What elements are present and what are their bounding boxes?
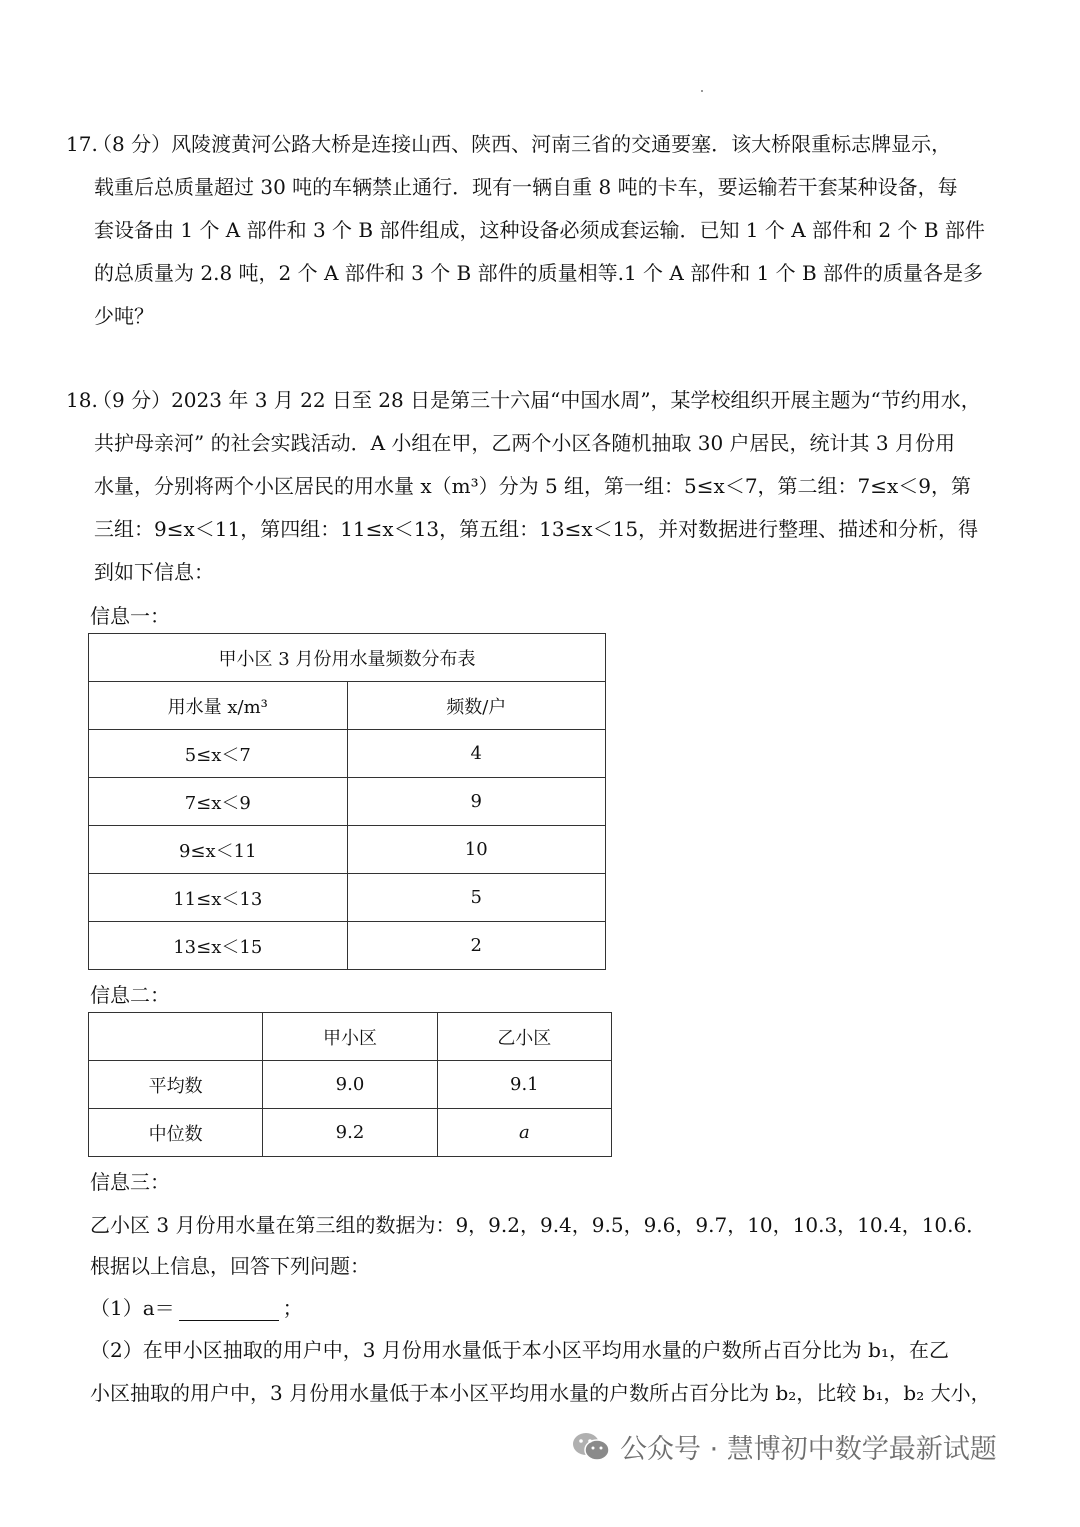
question-18-line-2: 共护母亲河” 的社会实践活动．A 小组在甲，乙两个小区各随机抽取 30 户居民，统计其 3 月份用 (94, 431, 955, 455)
question-17-line-5: 少吨？ (94, 304, 154, 328)
question-number: 17. (66, 132, 98, 156)
part2-line-1: （2）在甲小区抽取的用户中，3 月份用水量低于本小区平均用水量的户数所占百分比为 b₁，在乙 (90, 1338, 949, 1362)
table-header: 频数/户 (347, 682, 605, 730)
prompt-text: 根据以上信息，回答下列问题： (90, 1254, 370, 1278)
question-18-line-5: 到如下信息： (94, 560, 214, 584)
question-18 (66, 379, 1026, 594)
table-header (89, 1013, 263, 1061)
part1-line: （1）a＝ ； (90, 1296, 303, 1320)
part2-line-2: 小区抽取的用户中，3 月份用水量低于本小区平均用水量的户数所占百分比为 b₂，比较 b₁，b₂ 大小， (90, 1381, 991, 1405)
table-row: 13≤x＜15 2 (89, 922, 606, 970)
question-18-line-3: 水量，分别将两个小区居民的用水量 x（m³）分为 5 组，第一组：5≤x＜7，第二组：7≤x＜9，第 (94, 474, 972, 498)
watermark (572, 1427, 997, 1466)
info3-text: 乙小区 3 月份用水量在第三组的数据为：9，9.2，9.4，9.5，9.6，9.7，10，10.3，10.4，10.6． (90, 1213, 987, 1237)
question-18-line-4: 三组：9≤x＜11，第四组：11≤x＜13，第五组：13≤x＜15，并对数据进行整理、描述和分析，得 (94, 517, 979, 541)
table-row: 9≤x＜11 10 (89, 826, 606, 874)
frequency-table (88, 633, 606, 970)
question-17 (66, 123, 1026, 338)
table-row: 中位数 9.2 a (89, 1109, 612, 1157)
table-row: 7≤x＜9 9 (89, 778, 606, 826)
question-17-line-1: 17.（8 分）风陵渡黄河公路大桥是连接山西、陕西、河南三省的交通要塞．该大桥限重标志牌显示， (66, 123, 1026, 166)
question-17-line-4: 的总质量为 2.8 吨，2 个 A 部件和 3 个 B 部件的质量相等.1 个 A 部件和 1 个 B 部件的质量各是多 (94, 261, 984, 285)
answer-blank (179, 1300, 279, 1321)
table-row: 5≤x＜7 4 (89, 730, 606, 778)
question-17-line-3: 套设备由 1 个 A 部件和 3 个 B 部件组成，这种设备必须成套运输．已知 1 个 A 部件和 2 个 B 部件 (94, 218, 985, 242)
decorative-dot (701, 90, 703, 92)
table-row: 平均数 9.0 9.1 (89, 1061, 612, 1109)
info1-label: 信息一： (90, 604, 170, 628)
info2-label: 信息二： (90, 983, 170, 1007)
question-17-line-2: 载重后总质量超过 30 吨的车辆禁止通行．现有一辆自重 8 吨的卡车，要运输若干套某种设备，每 (94, 175, 958, 199)
question-number: 18. (66, 388, 98, 412)
table-header: 甲小区 (263, 1013, 437, 1061)
watermark-text: 公众号 · 慧博初中数学最新试题 (620, 1434, 997, 1465)
statistics-table (88, 1012, 612, 1157)
table-title: 甲小区 3 月份用水量频数分布表 (89, 634, 606, 682)
wechat-icon (572, 1431, 610, 1463)
table-header: 用水量 x/m³ (89, 682, 348, 730)
question-18-line-1: 18.（9 分）2023 年 3 月 22 日至 28 日是第三十六届“中国水周”，某学校组织开展主题为“节约用水， (66, 379, 1026, 422)
table-row: 11≤x＜13 5 (89, 874, 606, 922)
table-header: 乙小区 (437, 1013, 611, 1061)
info3-label: 信息三： (90, 1170, 170, 1194)
